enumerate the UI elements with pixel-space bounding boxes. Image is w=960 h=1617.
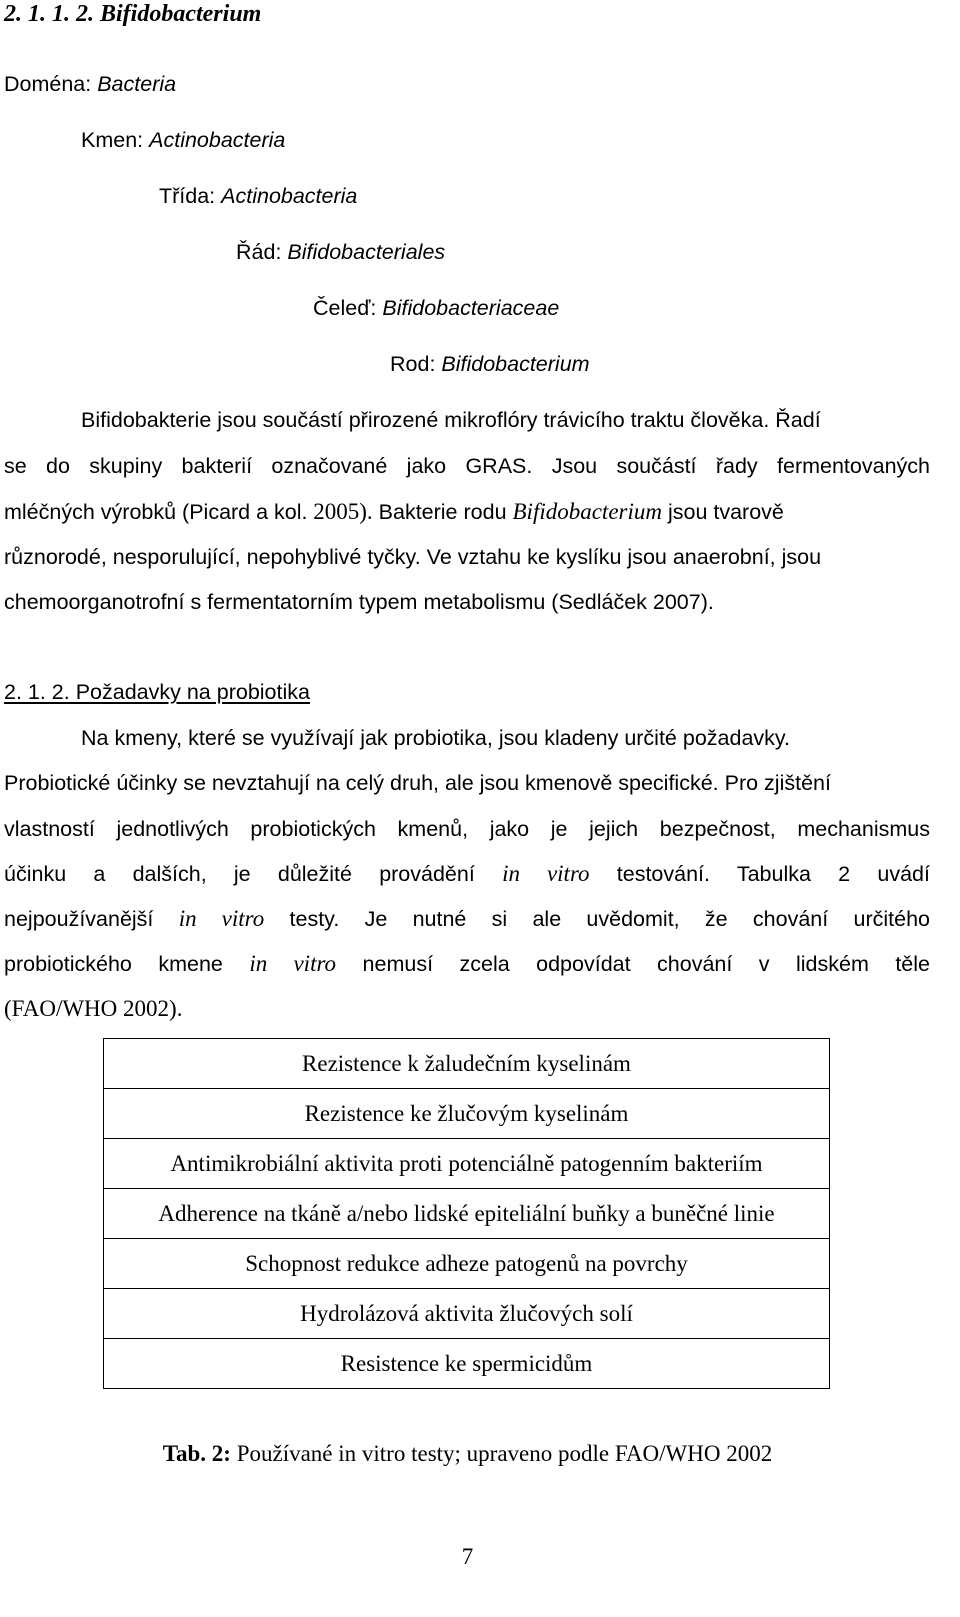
taxonomy-rank: Doména: (4, 72, 98, 96)
in-vitro-tests-table (103, 1038, 830, 1389)
paragraph2-line (4, 769, 831, 797)
taxonomy-rank: Čeleď: (313, 296, 383, 320)
paragraph2-line: vlastností jednotlivých probiotických kmenů, jako je jejich bezpečnost, mechanismus (4, 817, 930, 841)
table-cell: Rezistence ke žlučovým kyselinám (104, 1089, 830, 1139)
taxonomy-rank: Kmen: (81, 128, 150, 152)
taxonomy-rank: Třída: (159, 184, 222, 208)
paragraph1-line (4, 498, 930, 526)
paragraph2-fragment: Pro zjištění (718, 771, 831, 795)
paragraph1-fragment: mléčných výrobků (Picard a kol. (4, 500, 308, 524)
taxonomy-domain (4, 70, 176, 98)
taxonomy-name: Bifidobacteriaceae (382, 296, 560, 320)
paragraph2-line (4, 905, 930, 933)
paragraph2-italic-term: in vitro (249, 951, 337, 976)
caption-label: Tab. 2: (162, 1441, 231, 1466)
section2-heading: 2. 1. 2. Požadavky na probiotika (4, 680, 310, 704)
paragraph2-line: Na kmeny, které se využívají jak probiotika, jsou kladeny určité požadavky. (81, 726, 791, 750)
table-caption (0, 1440, 935, 1468)
paragraph1-fragment: jsou tvarově (661, 500, 784, 524)
paragraph1-line: Bifidobakterie jsou součástí přirozené mikroflóry trávicího traktu člověka. Řadí (81, 408, 821, 432)
table-row (104, 1039, 830, 1089)
paragraph2-fragment: Probiotické účinky se nevztahují na celý druh, ale jsou kmenově specifické. (4, 771, 719, 795)
paragraph2-line (4, 860, 930, 888)
taxonomy-rank: Rod: (390, 352, 442, 376)
paragraph2-fragment: nemusí zcela odpovídat chování v lidském těle (362, 952, 930, 976)
taxonomy-name: Actinobacteria (149, 128, 286, 152)
paragraph1-italic-term: Bifidobacterium (512, 499, 662, 524)
paragraph2-line (4, 950, 930, 978)
section-heading: 2. 1. 1. 2. Bifidobacterium (4, 1, 262, 27)
paragraph1-line: různorodé, nesporulující, nepohyblivé tyčky. Ve vztahu ke kyslíku jsou anaerobní, jsou (4, 545, 822, 569)
taxonomy-family (313, 294, 559, 322)
taxonomy-name: Bifidobacterium (441, 352, 590, 376)
paragraph2-fragment: testování. Tabulka 2 uvádí (616, 862, 930, 886)
paragraph2-fragment: účinku a dalších, je důležité provádění (4, 862, 475, 886)
table-row (104, 1339, 830, 1389)
table-row (104, 1289, 830, 1339)
table-cell: Resistence ke spermicidům (104, 1339, 830, 1389)
paragraph2-fragment: nejpoužívanější (4, 907, 154, 931)
table-cell: Schopnost redukce adheze patogenů na povrchy (104, 1239, 830, 1289)
taxonomy-genus (390, 350, 590, 378)
table-row (104, 1139, 830, 1189)
table-cell: Antimikrobiální aktivita proti potenciálně patogenním bakteriím (104, 1139, 830, 1189)
table-cell: Adherence na tkáně a/nebo lidské epiteliální buňky a buněčné linie (104, 1189, 830, 1239)
paragraph1-fragment: 2005). (307, 499, 373, 524)
table-row (104, 1239, 830, 1289)
table-cell: Rezistence k žaludečním kyselinám (104, 1039, 830, 1089)
taxonomy-order (236, 238, 445, 266)
paragraph2-fragment: testy. Je nutné si ale uvědomit, že chování určitého (289, 907, 930, 931)
table-row (104, 1189, 830, 1239)
table-row (104, 1089, 830, 1139)
paragraph2-fragment: probiotického kmene (4, 952, 223, 976)
paragraph2-line: (FAO/WHO 2002). (4, 996, 183, 1021)
taxonomy-name: Actinobacteria (221, 184, 358, 208)
paragraph1-line: chemoorganotrofní s fermentatorním typem metabolismu (Sedláček 2007). (4, 590, 714, 614)
table-cell: Hydrolázová aktivita žlučových solí (104, 1289, 830, 1339)
taxonomy-name: Bacteria (97, 72, 177, 96)
paragraph2-italic-term: in vitro (178, 906, 265, 931)
paragraph1-fragment: Bakterie rodu (372, 500, 513, 524)
taxonomy-class (159, 182, 357, 210)
caption-text: Používané in vitro testy; upraveno podle FAO/WHO 2002 (230, 1441, 773, 1466)
taxonomy-phylum (81, 126, 285, 154)
paragraph1-line: se do skupiny bakterií označované jako GRAS. Jsou součástí řady fermentovaných (4, 454, 930, 478)
paragraph2-italic-term: in vitro (502, 861, 590, 886)
page-number: 7 (461, 1544, 474, 1569)
taxonomy-name: Bifidobacteriales (287, 240, 446, 264)
taxonomy-rank: Řád: (236, 240, 288, 264)
